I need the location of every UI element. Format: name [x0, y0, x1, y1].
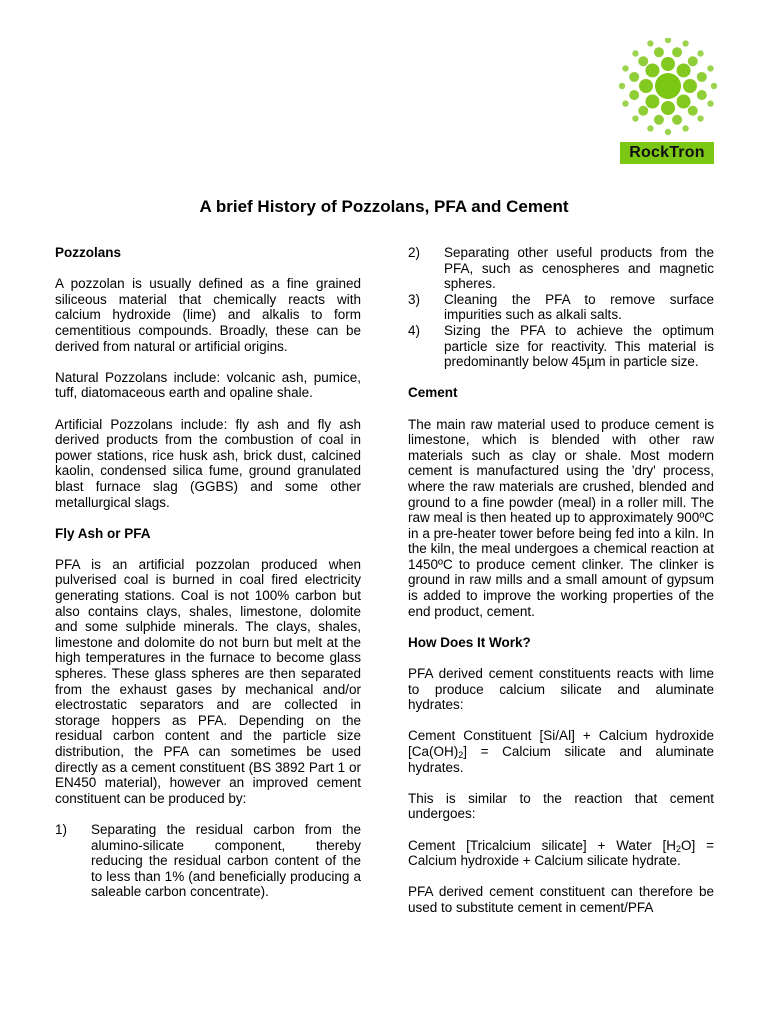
list-item [408, 292, 714, 323]
equation-1-subscript: 2 [458, 750, 464, 760]
logo-dot [677, 63, 691, 77]
logo-dot [697, 50, 703, 56]
pozzolans-heading: Pozzolans [55, 245, 122, 260]
equation-1 [408, 728, 714, 775]
cement-paragraph-1: The main raw material used to produce cement is limestone, which is blended with other raw materials such as clay or shale. Most modern cement is manufactured using the 'dry' process, where the raw materials are crushed, blended and ground to a fine powder (meal) in a roller mill. The raw meal is then heated up to approximately 900ºC in a pre-heater tower before being fed into a kiln. In the kiln, the meal undergoes a chemical reaction at 1450ºC to produce cement clinker. The clinker is ground in raw mills and a small amount of gypsum is added to improve the working properties of the end product, cement. [408, 416, 714, 619]
equation-1-part-1: Cement Constituent [Si/Al] + Calcium hydroxide [Ca(OH) [408, 728, 714, 759]
logo-dot [683, 79, 697, 93]
equation-1-part-2: ] = Calcium silicate and aluminate hydrates. [408, 744, 714, 775]
logo-dot [638, 56, 648, 66]
equation-2-subscript: 2 [676, 843, 682, 854]
list-text: Sizing the PFA to achieve the optimum particle size for reactivity. This material is predominantly below 45µm in particle size. [444, 322, 714, 370]
pozzolans-paragraph-3: Artificial Pozzolans include: fly ash and fly ash derived products from the combustion of coal in power stations, rice husk ash, brick dust, calcined kaolin, condensed silica fume, ground granulated blast furnace slag (GGBS) and some other metallurgical slags. [55, 416, 361, 510]
list-number: 2) [408, 245, 421, 260]
flyash-paragraph-1: PFA is an artificial pozzolan produced when pulverised coal is burned in coal fired electricity generating stations. Coal is not 100% carbon but also contains clays, shales, limestone, dolomite and some sulphide minerals. The clays, shales, limestone and dolomite do not burn but melt at the high temperatures in the furnace to become glass spheres. These glass spheres are then separated from the exhaust gases by mechanical and/or electrostatic separators and are collected in storage hoppers as PFA. Depending on the residual carbon content and the particle size distribution, the PFA can sometimes be used directly as a cement constituent (BS 3892 Part 1 or EN450 material), however an improved cement constituent can be produced by: [55, 556, 361, 806]
logo-dot [645, 63, 659, 77]
logo-dot [629, 72, 639, 82]
logo-dot [688, 56, 698, 66]
logo-dot [672, 115, 682, 125]
process-list-right [408, 245, 714, 370]
logo-dot [622, 65, 628, 71]
logo-dot [697, 72, 707, 82]
list-text: Cleaning the PFA to remove surface impurities such as alkali salts. [444, 291, 714, 323]
logo-dot [697, 115, 703, 121]
how-paragraph-3: PFA derived cement constituent can therefore be used to substitute cement in cement/PFA [408, 884, 714, 915]
how-paragraph-2: This is similar to the reaction that cement undergoes: [408, 790, 714, 822]
how-heading: How Does It Work? [408, 634, 531, 650]
how-paragraph-1: PFA derived cement constituents reacts with lime to produce calcium silicate and aluminate hydrates: [408, 666, 714, 713]
list-item [55, 822, 361, 900]
list-item [408, 245, 714, 292]
cement-heading: Cement [408, 385, 458, 401]
logo-dot [707, 65, 713, 71]
logo-dot [661, 101, 675, 115]
logo-dot [677, 95, 691, 109]
left-column [55, 245, 361, 916]
logo-dot [697, 90, 707, 100]
logo-dot [638, 106, 648, 116]
logo-dot [647, 125, 653, 131]
logo-dot [665, 38, 671, 43]
logo-dot [711, 83, 717, 89]
logo-dot [682, 40, 688, 46]
logo-dot [622, 100, 628, 106]
process-list-left [55, 822, 361, 900]
pozzolans-paragraph-2: Natural Pozzolans include: volcanic ash, pumice, tuff, diatomaceous earth and opaline shale. [55, 369, 361, 401]
list-text: Separating other useful products from the PFA, such as cenospheres and magnetic spheres. [444, 245, 714, 292]
logo-dot [665, 129, 671, 135]
logo-dot [661, 57, 675, 71]
logo-dot [688, 106, 698, 116]
logo-wordmark: RockTron [620, 142, 714, 164]
flyash-heading: Fly Ash or PFA [55, 525, 151, 541]
logo-dot [647, 40, 653, 46]
logo-dot [672, 47, 682, 57]
logo-dot [645, 95, 659, 109]
logo-dot [682, 125, 688, 131]
logo-dot [619, 83, 625, 89]
equation-2-part-1: Cement [Tricalcium silicate] + Water [H [408, 837, 677, 853]
logo-dot [629, 90, 639, 100]
logo-dot [654, 47, 664, 57]
logo-dot [632, 115, 638, 121]
list-number: 3) [408, 291, 421, 307]
equation-2-part-2: O] = Calcium hydroxide + Calcium silicate hydrate. [408, 837, 715, 869]
sunburst-dots-icon [618, 38, 718, 138]
pozzolans-paragraph-1: A pozzolan is usually defined as a fine grained siliceous material that chemically reacts with calcium hydroxide (lime) and alkalis to form cementitious compounds. Broadly, these can be derived from natural or artificial origins. [55, 276, 361, 354]
equation-2 [408, 838, 714, 869]
logo-dot [654, 115, 664, 125]
logo-dot [655, 73, 681, 99]
right-column [408, 245, 714, 931]
page-title: A brief History of Pozzolans, PFA and Cement [199, 197, 569, 216]
logo-dot [707, 100, 713, 106]
list-item [408, 323, 714, 370]
list-number: 1) [55, 821, 68, 837]
list-number: 4) [408, 322, 421, 338]
logo-dot [632, 50, 638, 56]
list-text: Separating the residual carbon from the alumino-silicate component, thereby reducing the residual carbon content of the to less than 1% (and beneficially producing a saleable carbon concentrate). [91, 821, 361, 900]
logo-dot [639, 79, 653, 93]
rocktron-logo [618, 38, 718, 166]
